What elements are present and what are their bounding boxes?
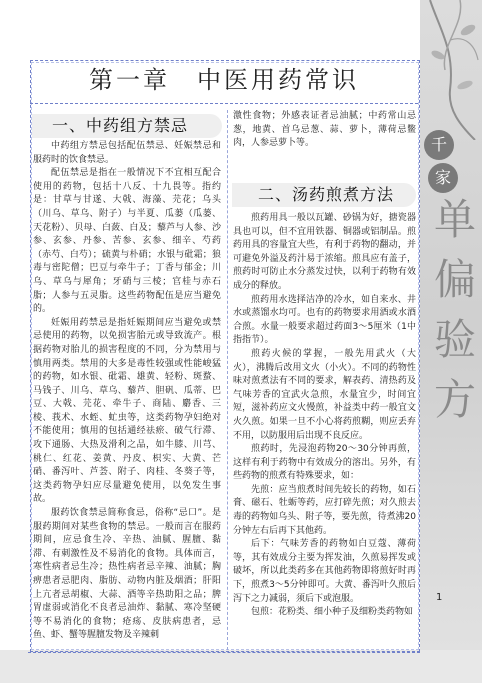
- paragraph: 后下：气味芳香的药物如白豆蔻、薄荷等，其有效成分主要为挥发油，久煎易挥发或破坏，所以此类药多在其他药物即将煎好时再下，煎煮3～5分钟即可。大黄、番泻叶久煎后泻下之力减弱，须后下或泡服。: [233, 539, 416, 604]
- paragraph: 煎药用水选择洁净的冷水，如自来水、井水或蒸馏水均可。也有的药物要求用酒或水酒合煎。水量一般要求超过药面3～5厘米（1中指指节）。: [233, 294, 416, 346]
- paragraph: 服药饮食禁忌简称食忌，俗称“忌口”。是服药期间对某些食物的禁忌。一般而言在服药期间，应忌食生冷、辛热、油腻、腥膻、黏滞、有刺激性及不易消化的食物。具体而言，寒性病者忌生冷；热性病者忌辛辣、油腻；胸痹患者忌肥肉、脂肪、动物内脏及烟酒；肝阳上亢者忌胡椒、大蒜、酒等辛热助阳之品；脾胃虚弱或消化不良者忌油炸、黏腻、寒冷坚硬等不易消化的食物；疮疡、皮肤病患者，忌鱼、虾、蟹等腥膻发物及辛辣刺: [33, 508, 221, 641]
- paragraph: 先煎：应当煎煮时间先较长的药物，如石膏、磁石、牡蛎等药，应打碎先煎；对久煎去毒的药物如乌头、附子等，要先煎，待煮沸20分钟左右后再下其他药。: [233, 484, 416, 536]
- paragraph: 煎药火候的掌握，一般先用武火（大火），沸腾后改用文火（小火）。不同的药物性味对煎煮法有不同的要求，解表药、清热药及气味芳香的宜武火急煎，水量宜少，时间宜短，滋补药应文火慢煎，补益类中药一般宜文火久煎。如果一旦不小心将药煎糊，则应丢弃不用，以防服用后出现不良反应。: [233, 348, 416, 441]
- bottom-band: [0, 650, 482, 683]
- chapter-title: 第一章 中医用药常识: [89, 66, 359, 94]
- page-number: 1: [436, 592, 443, 603]
- section-heading-decoction-method: 二、汤药煎煮方法: [232, 183, 416, 207]
- paragraph: 妊娠用药禁忌是指妊娠期间应当避免或禁忌使用的药物，以免损害胎元或导致流产。根据药物对胎儿的损害程度的不同，分为禁用与慎用两类。禁用的大多是毒性较强或性能峻猛的药物，如水银、砒霜、雄黄、轻粉、斑蝥、马钱子、川乌、草乌、藜芦、胆矾、瓜蒂、巴豆、大戟、芫花、牵牛子、商陆、麝香、三棱、莪术、水蛭、虻虫等，这类药物孕妇绝对不能使用；慎用的包括通经祛瘀、破气行滞、攻下通肠、大热及滑利之品，如牛膝、川芎、桃仁、红花、姜黄、丹皮、枳实、大黄、芒硝、番泻叶、芦荟、附子、肉桂、冬葵子等，这类药物孕妇应尽量避免使用，以免发生事故。: [33, 317, 221, 505]
- series-badge-1: 千: [424, 130, 454, 160]
- column-divider: [227, 110, 228, 650]
- herb-illustration: [420, 0, 482, 140]
- right-column-text: [233, 212, 416, 645]
- paragraph: 煎药用具一般以瓦罐、砂锅为好，搪瓷器具也可以，但不宜用铁器、铜器或铝制品。煎药用具的容量宜大些，有利于药物的翻动，并可避免外溢及药汁易于浓缩。煎具应有盖子，煎药时可防止水分蒸发过快，以利于药物有效成分的释放。: [233, 213, 416, 291]
- paragraph: 包煎：花粉类、细小种子及细粉类药物如: [251, 607, 414, 618]
- paragraph-continued: 激性食物；外感表证者忌油腻；中药常山忌葱，地黄、首乌忌葱、蒜、萝卜，薄荷忌鳖肉，人参忌萝卜等。: [233, 111, 416, 149]
- paragraph: 中药组方禁忌包括配伍禁忌、妊娠禁忌和服药时的饮食禁忌。: [33, 141, 221, 165]
- section-heading-prescription-taboos: 一、中药组方禁忌: [32, 114, 222, 138]
- paragraph: 配伍禁忌是指在一般情况下不宜相互配合使用的药物，包括十八反、十九畏等。指约是：甘草与甘遂、大戟、海藻、芫花；乌头（川乌、草乌、附子）与半夏、瓜蒌（瓜蒌、天花粉）、贝母、白蔹、白及；藜芦与人参、沙参、玄参、丹参、苦参、玄参、细辛、芍药（赤芍、白芍）；硫黄与朴硝；水银与砒霜；狼毒与密陀僧；巴豆与牵牛子；丁香与郁金；川乌、草乌与犀角；牙硝与三棱；官桂与赤石脂；人参与五灵脂。这些药物配伍是应当避免的。: [33, 168, 221, 315]
- series-title: 单偏验方: [433, 195, 476, 424]
- left-column-text: [33, 140, 221, 645]
- paragraph: 煎药时，先浸泡药物20～30分钟再煎，这样有利于药物中有效成分的溶出。另外，有些药物的煎煮有特殊要求，如：: [233, 444, 416, 482]
- bottom-rule: [28, 652, 420, 653]
- series-badge-2: 家: [428, 163, 458, 193]
- right-column-continuation: [233, 110, 416, 154]
- title-divider: [30, 103, 418, 104]
